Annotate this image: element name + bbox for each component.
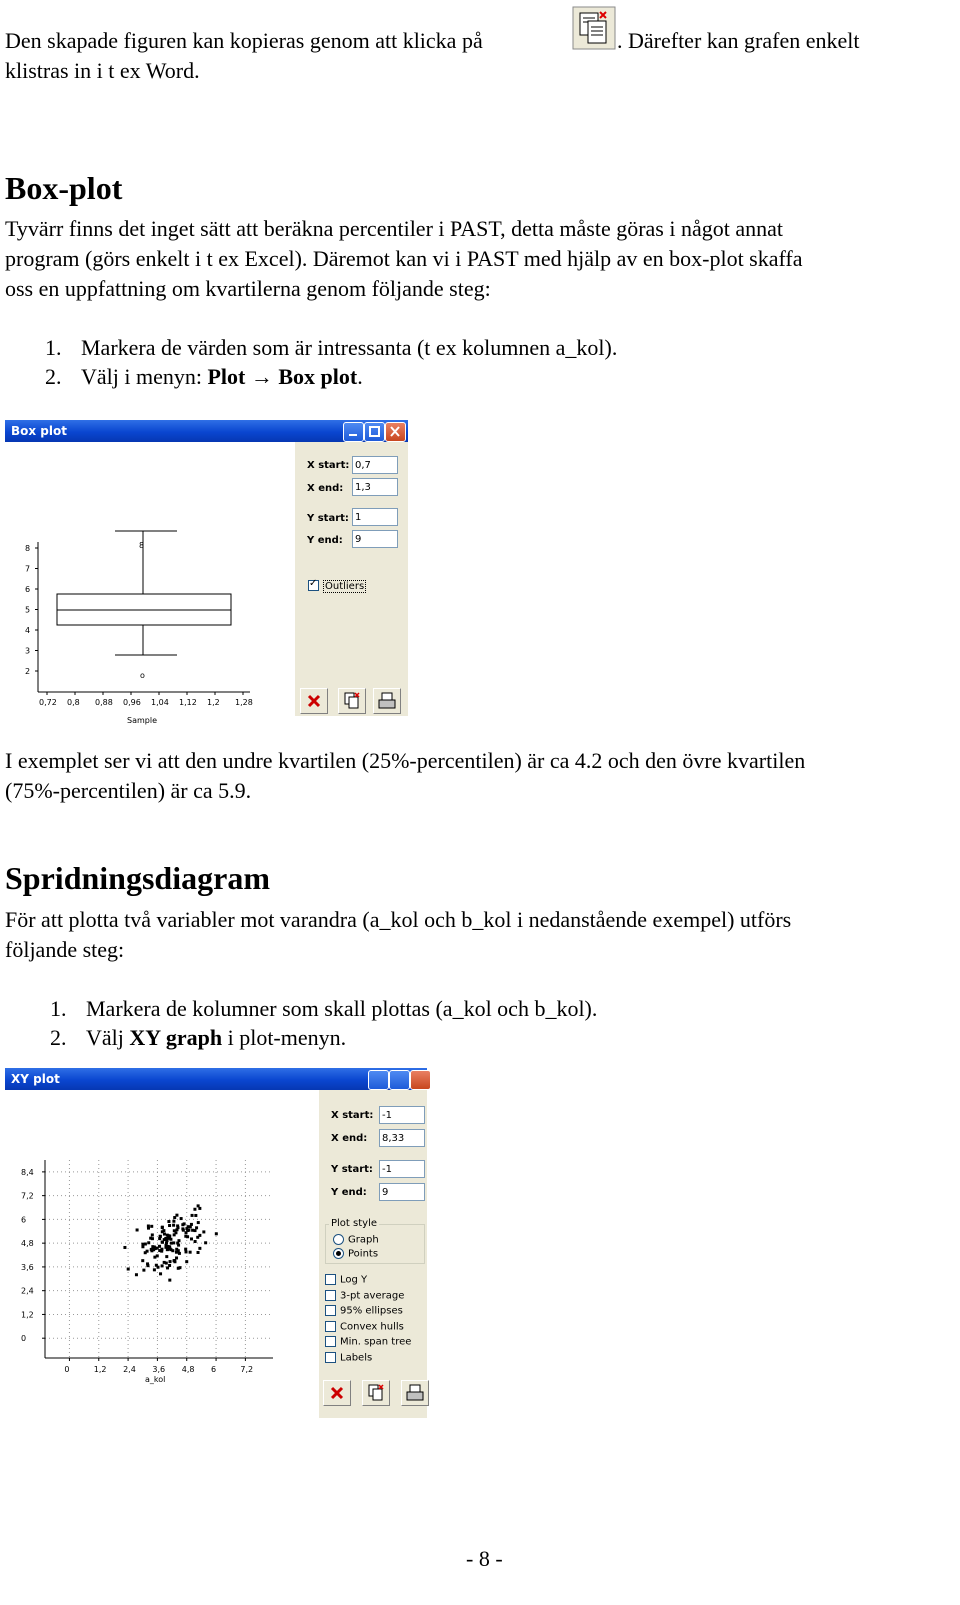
xyplot-titlebar[interactable] — [5, 1068, 427, 1090]
data-point — [150, 1225, 153, 1228]
xyplot-plot — [5, 1090, 319, 1418]
scatter-heading: Spridningsdiagram — [5, 860, 270, 896]
data-point — [141, 1243, 144, 1246]
x-end-input[interactable]: 8,33 — [379, 1129, 425, 1147]
data-point — [163, 1238, 166, 1241]
data-point — [173, 1259, 176, 1262]
y-tick-label: 0 — [21, 1334, 27, 1344]
x-axis-label: a_kol — [145, 1375, 166, 1384]
data-point — [158, 1245, 161, 1248]
boxplot-window — [5, 420, 408, 725]
x-tick-label: 0,96 — [123, 698, 141, 707]
boxplot-title: Box plot — [11, 424, 67, 438]
xyplot-window — [5, 1072, 427, 1418]
data-point — [165, 1255, 168, 1258]
data-point — [189, 1225, 192, 1228]
data-point — [197, 1251, 200, 1254]
y-tick-label: 2,4 — [21, 1286, 34, 1296]
x-end-label: X end: — [331, 1133, 368, 1144]
intro-text-1: Den skapade figuren kan kopieras genom att klicka på — [5, 28, 483, 53]
data-point — [168, 1224, 171, 1227]
option-min-span-tree[interactable]: Min. span tree — [325, 1336, 411, 1348]
data-point — [215, 1232, 218, 1235]
intro-text-3: klistras in i t ex Word. — [5, 58, 200, 83]
x-tick-label: 1,2 — [93, 1365, 107, 1374]
print-button[interactable] — [373, 688, 401, 714]
style-points-radio[interactable]: Points — [333, 1248, 378, 1260]
page-number: - 8 - — [466, 1546, 503, 1571]
data-point — [147, 1241, 150, 1244]
y-start-label: Y start: — [331, 1164, 373, 1175]
data-point — [161, 1226, 164, 1229]
y-start-input[interactable]: 1 — [352, 508, 398, 526]
data-point — [193, 1208, 196, 1211]
data-point — [159, 1235, 162, 1238]
minimize-button[interactable] — [343, 422, 364, 442]
data-point — [194, 1240, 197, 1243]
data-point — [173, 1216, 176, 1219]
data-point — [147, 1227, 150, 1230]
data-point — [166, 1266, 169, 1269]
data-point — [190, 1237, 193, 1240]
y-tick-label: 8 — [25, 544, 31, 553]
close-graph-button[interactable] — [300, 688, 328, 714]
option-labels[interactable]: Labels — [325, 1352, 372, 1364]
x-tick-label: 0 — [64, 1365, 70, 1374]
data-point — [172, 1220, 175, 1223]
style-graph-radio[interactable]: Graph — [333, 1234, 379, 1246]
boxplot-plot — [5, 442, 295, 725]
x-tick-label: 0,72 — [39, 698, 57, 707]
scatter-para-2: följande steg: — [5, 937, 125, 962]
data-point — [141, 1259, 144, 1262]
option-3pt-average[interactable]: 3-pt average — [325, 1290, 404, 1302]
y-tick-label: 5 — [25, 605, 31, 615]
checkbox-icon — [325, 1274, 336, 1285]
x-start-label: X start: — [331, 1110, 374, 1121]
checkbox-icon — [325, 1290, 336, 1301]
y-tick-label: 4,8 — [21, 1239, 34, 1249]
x-tick-label: 4,8 — [181, 1365, 195, 1374]
data-point — [173, 1229, 176, 1232]
data-point — [136, 1228, 139, 1231]
x-tick-label: 1,28 — [235, 698, 253, 707]
data-point — [195, 1226, 198, 1229]
x-end-input[interactable]: 1,3 — [352, 478, 398, 496]
data-point — [160, 1250, 163, 1253]
data-point — [180, 1217, 183, 1220]
data-point — [186, 1229, 189, 1232]
data-point — [166, 1248, 169, 1251]
data-point — [168, 1246, 171, 1249]
checkbox-icon — [325, 1305, 336, 1316]
y-tick-label: 3,6 — [21, 1262, 34, 1272]
boxplot-para-1: Tyvärr finns det inget sätt att beräkna percentiler i PAST, detta måste göras i något annat — [5, 216, 784, 241]
plot-style-legend: Plot style — [331, 1218, 378, 1229]
data-point — [172, 1224, 175, 1227]
x-tick-label: 3,6 — [152, 1365, 166, 1374]
data-point — [141, 1245, 144, 1248]
boxplot-result-1: I exemplet ser vi att den undre kvartilen (25%-percentilen) är ca 4.2 och den övre kvartilen — [5, 748, 806, 773]
data-point — [135, 1273, 138, 1276]
data-point — [184, 1248, 187, 1251]
data-point — [149, 1237, 152, 1240]
y-end-input[interactable]: 9 — [352, 530, 398, 548]
x-tick-label: 1,12 — [179, 698, 197, 707]
data-point — [194, 1229, 197, 1232]
data-point — [194, 1214, 197, 1217]
scatter-step-2: 2. Välj XY graph i plot-menyn. — [50, 1025, 347, 1050]
data-point — [127, 1268, 130, 1271]
data-point — [197, 1221, 200, 1224]
data-point — [183, 1222, 186, 1225]
data-point — [197, 1204, 200, 1207]
option-log-y[interactable]: Log Y — [325, 1274, 367, 1286]
scatter-step-1: 1. Markera de kolumner som skall plottas (a_kol och b_kol). — [50, 996, 598, 1021]
xyplot-title: XY plot — [11, 1072, 60, 1086]
outlier-low-label: o — [140, 671, 145, 680]
boxplot-heading: Box-plot — [5, 170, 123, 206]
x-tick-label: 1,2 — [207, 698, 220, 707]
option-95-ellipses[interactable]: 95% ellipses — [325, 1305, 403, 1317]
x-tick-label: 0,88 — [95, 698, 113, 707]
radio-icon — [333, 1248, 344, 1259]
boxplot-para-3: oss en uppfattning om kvartilerna genom följande steg: — [5, 276, 491, 301]
y-tick-label: 4 — [25, 626, 31, 635]
option-convex-hulls[interactable]: Convex hulls — [325, 1321, 404, 1333]
intro-text-2: . Därefter kan grafen enkelt — [617, 28, 860, 53]
x-end-label: X end: — [307, 483, 344, 494]
data-point — [168, 1279, 171, 1282]
data-point — [157, 1266, 160, 1269]
data-point — [178, 1266, 181, 1269]
data-point — [171, 1249, 174, 1252]
data-point — [169, 1260, 172, 1263]
y-tick-label: 2 — [25, 667, 31, 676]
checkbox-icon — [308, 580, 319, 591]
x-tick-label: 6 — [211, 1365, 217, 1374]
x-axis-label: Sample — [127, 716, 157, 725]
y-start-label: Y start: — [307, 513, 349, 524]
boxplot-para-2: program (görs enkelt i t ex Excel). Däremot kan vi i PAST med hjälp av en box-plot skaffa — [5, 246, 803, 271]
data-point — [175, 1248, 178, 1251]
close-button[interactable] — [410, 1070, 431, 1090]
data-point — [159, 1272, 162, 1275]
data-point — [189, 1251, 192, 1254]
y-tick-label: 6 — [21, 1215, 27, 1225]
data-point — [150, 1248, 153, 1251]
y-tick-label: 1,2 — [21, 1310, 34, 1320]
x-start-label: X start: — [307, 460, 350, 471]
data-point — [186, 1235, 189, 1238]
checkbox-icon — [325, 1321, 336, 1332]
radio-icon — [333, 1234, 344, 1245]
y-start-input[interactable]: -1 — [379, 1160, 425, 1178]
data-point — [165, 1262, 168, 1265]
y-end-label: Y end: — [331, 1187, 367, 1198]
minimize-button[interactable] — [368, 1070, 389, 1090]
x-start-input[interactable]: 0,7 — [352, 456, 398, 474]
copy-graph-button[interactable] — [338, 688, 366, 714]
data-point — [123, 1246, 126, 1249]
print-button[interactable] — [401, 1380, 429, 1406]
y-tick-label: 7,2 — [21, 1191, 34, 1201]
data-point — [177, 1244, 180, 1247]
data-point — [142, 1269, 145, 1272]
maximize-button[interactable] — [364, 422, 385, 442]
data-point — [178, 1252, 181, 1255]
scatter-para-1: För att plotta två variabler mot varandra (a_kol och b_kol i nedanstående exempel) utförs — [5, 907, 792, 932]
boxplot-result-2: (75%-percentilen) är ca 5.9. — [5, 778, 252, 803]
outliers-checkbox[interactable]: ✓Outliers — [308, 580, 366, 592]
y-end-label: Y end: — [307, 535, 343, 546]
x-tick-label: 7,2 — [240, 1365, 254, 1374]
data-point — [153, 1256, 156, 1259]
data-point — [163, 1233, 166, 1236]
copy-graph-button[interactable] — [362, 1380, 390, 1406]
data-point — [185, 1260, 188, 1263]
close-graph-button[interactable] — [323, 1380, 351, 1406]
data-point — [162, 1229, 165, 1232]
y-tick-label: 8,4 — [21, 1167, 34, 1177]
checkbox-icon — [325, 1336, 336, 1347]
data-point — [168, 1236, 171, 1239]
data-point — [144, 1251, 147, 1254]
data-point — [185, 1250, 188, 1253]
y-end-input[interactable]: 9 — [379, 1183, 425, 1201]
data-point — [172, 1241, 175, 1244]
data-point — [198, 1247, 201, 1250]
x-start-input[interactable]: -1 — [379, 1106, 425, 1124]
data-point — [175, 1228, 178, 1231]
data-point — [146, 1262, 149, 1265]
data-point — [202, 1230, 205, 1233]
data-point — [204, 1241, 207, 1244]
data-point — [175, 1256, 178, 1259]
checkbox-icon — [325, 1352, 336, 1363]
data-point — [166, 1239, 169, 1242]
data-point — [191, 1214, 194, 1217]
x-tick-label: 0,8 — [67, 698, 80, 707]
data-point — [151, 1233, 154, 1236]
data-point — [167, 1220, 170, 1223]
data-point — [161, 1264, 164, 1267]
copy-graph-icon — [572, 6, 616, 50]
x-tick-label: 1,04 — [151, 698, 169, 707]
close-button[interactable] — [385, 422, 406, 442]
y-tick-label: 7 — [25, 564, 31, 574]
x-tick-label: 2,4 — [123, 1365, 136, 1374]
data-point — [182, 1229, 185, 1232]
outlier-high-label: 8 — [139, 541, 145, 550]
data-point — [196, 1236, 199, 1239]
y-tick-label: 3 — [25, 646, 31, 656]
boxplot-step-1: 1. Markera de värden som är intressanta (t ex kolumnen a_kol). — [45, 335, 618, 360]
maximize-button[interactable] — [389, 1070, 410, 1090]
y-tick-label: 6 — [25, 585, 31, 594]
data-point — [153, 1268, 156, 1271]
boxplot-step-2: 2. Välj i menyn: Plot → Box plot. — [45, 364, 363, 389]
